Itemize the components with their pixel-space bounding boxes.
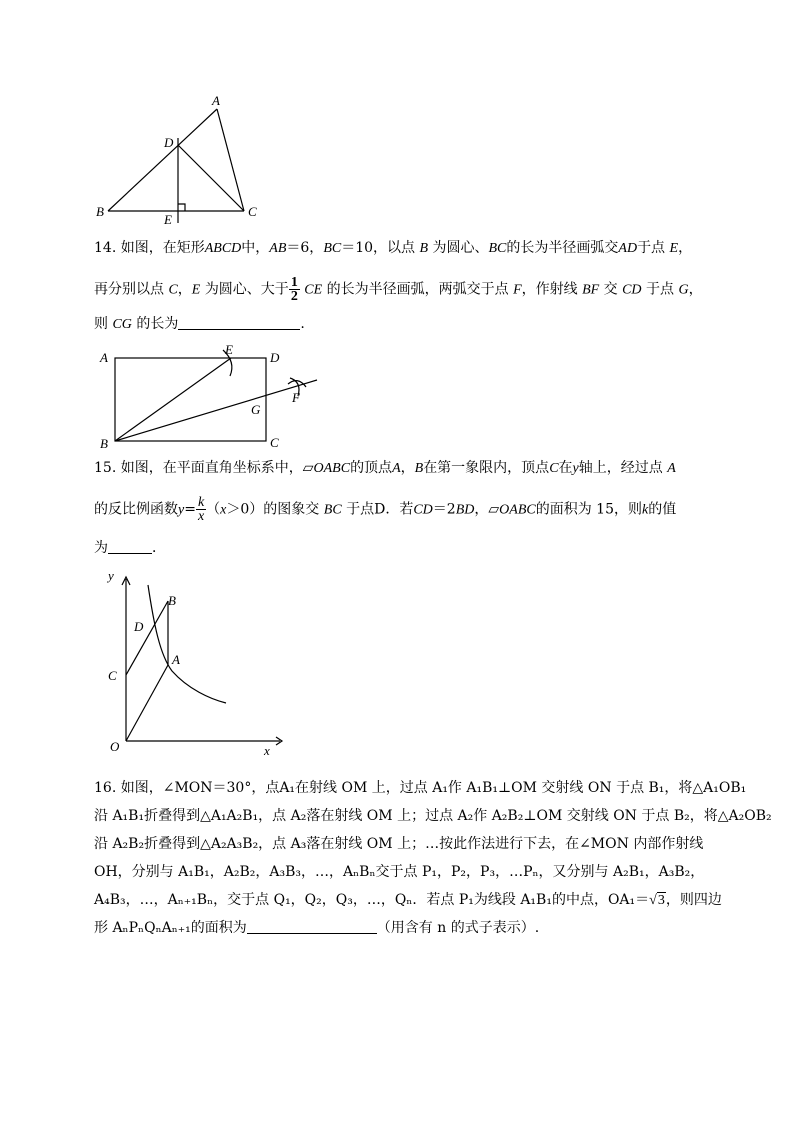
segment-ba [108,109,217,211]
question-16-line-4: OH，分别与 A₁B₁，A₂B₂，A₃B₃，…，AₙBₙ交于点 P₁，P₂，P₃，…Pₙ，又分别与 A₂B₁，A₃B₂， [94,864,705,880]
question-16-line-5: A₄B₃，…，Aₙ₊₁Bₙ，交于点 Q₁，Q₂，Q₃，…，Qₙ．若点 P₁为线段 A₁B₁的中点，OA₁＝√3，则四边 [94,892,722,908]
rectangle-abcd [115,358,266,441]
label-e: E [225,342,233,357]
segment-dc [178,145,244,211]
label-f: F [292,390,300,405]
question-16-line-3: 沿 A₂B₂折叠得到△A₂A₃B₂，点 A₃落在射线 OM 上；…按此作法进行下去，在∠MON 内部作射线 [94,836,704,852]
question-16-line-6: 形 AₙPₙQₙAₙ₊₁的面积为 （用含有 n 的式子表示）. [94,920,540,936]
answer-blank-q14[interactable] [178,315,300,330]
question-15-line-2: 的反比例函数y= $\frac{k}{x}$ （x＞0）的图象交 BC 于点D．若CD＝2BD，▱OABC的面积为 15，则k的值 [94,495,677,524]
answer-blank-q15[interactable] [108,539,152,554]
label-c: C [108,668,117,683]
question-16-line-1: 16. 如图，∠MON＝30°，点A₁在射线 OM 上，过点 A₁作 A₁B₁⊥OM 交射线 ON 于点 B₁，将△A₁OB₁ [94,780,747,796]
label-d: D [270,350,280,365]
label-o: O [110,739,120,754]
label-a: A [172,652,180,667]
fraction-one-half: $\frac{1}{2}$ [290,275,298,304]
fraction-k-over-x: $\frac{k}{x}$ [197,495,205,524]
segment-cb [126,601,168,675]
hyperbola-curve [148,585,226,703]
label-d: D [134,619,144,634]
label-a: A [212,93,220,108]
label-a: A [100,350,108,365]
rectangle-figure-q14 [90,340,330,452]
triangle-figure-q13 [90,90,270,230]
label-y-axis: y [108,568,114,583]
answer-blank-q16[interactable] [247,919,377,934]
label-e: E [164,212,172,227]
right-angle-mark [178,204,185,211]
question-15-line-1: 15. 如图，在平面直角坐标系中，▱OABC的顶点A，B在第一象限内，顶点C在y轴上，经过点 A [94,460,676,476]
question-16-line-2: 沿 A₁B₁折叠得到△A₁A₂B₁，点 A₂落在射线 OM 上；过点 A₂作 A₂B₂⊥OM 交射线 ON 于点 B₂，将△A₂OB₂ [94,808,772,824]
label-x-axis: x [264,743,270,758]
label-b: B [100,436,108,451]
label-b: B [96,204,104,219]
label-c: C [270,435,279,450]
question-14-line-1: 14. 如图，在矩形ABCD中，AB＝6，BC＝10，以点 B 为圆心、BC的长为半径画弧交AD于点 E， [94,240,693,256]
coordinate-figure-q15 [100,565,290,758]
question-14-line-3: 则 CG 的长为 . [94,316,305,332]
segment-ac [217,109,244,211]
question-15-line-3: 为 ． [94,540,166,556]
label-b: B [168,593,176,608]
segment-oa [126,665,168,741]
question-14-line-2: 再分别以点 C，E 为圆心、大于 $\frac{1}{2}$ CE 的长为半径画弧，两弧交于点 F，作射线 BF 交 CD 于点 G， [94,275,703,304]
label-g: G [251,402,261,417]
ray-bf [115,380,317,441]
label-c: C [248,204,257,219]
sqrt-three: √3 [649,893,665,908]
label-d: D [164,135,174,150]
segment-be [115,358,231,441]
